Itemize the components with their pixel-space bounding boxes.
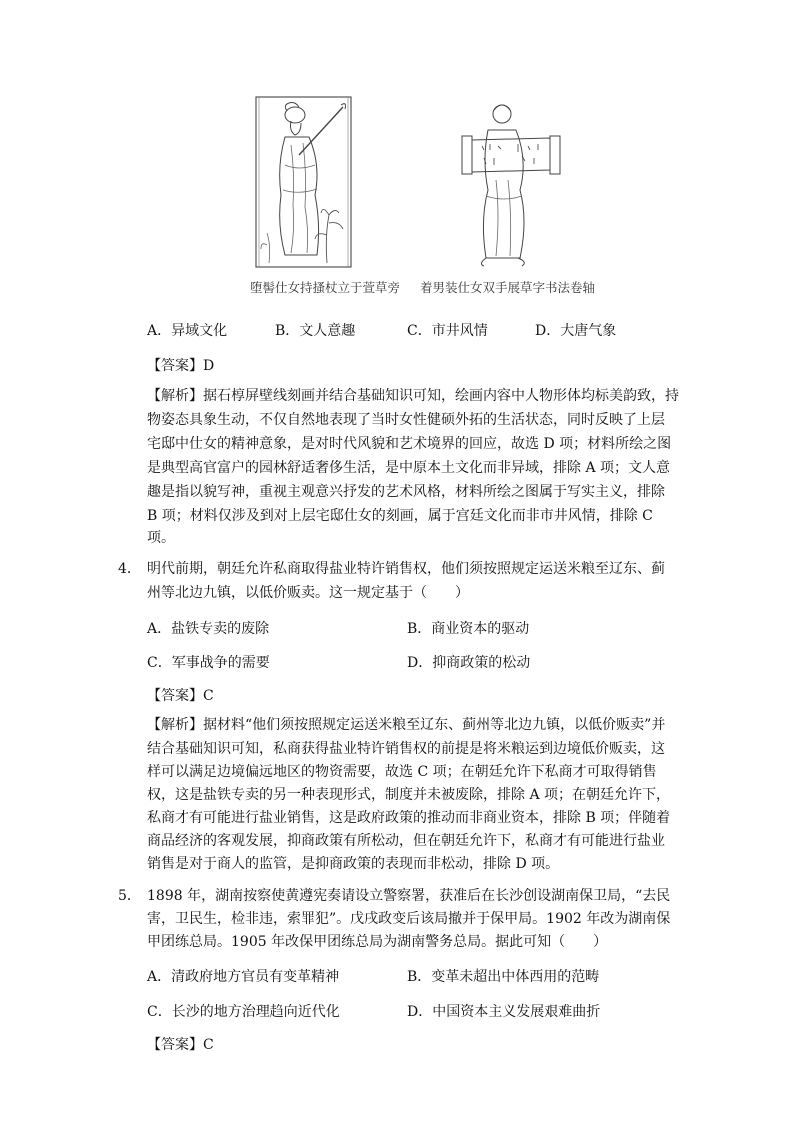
q3-analysis-line-3: 宅邸中仕女的精神意象，是对时代风貌和艺术境界的回应，故选 D 项；材料所绘之图: [147, 436, 672, 452]
q4-analysis-line-4: 权，这是盐铁专卖的另一种表现形式，制度并未被废除，排除 A 项；在朝廷允许下，: [147, 787, 671, 803]
answer-value: C: [203, 1037, 214, 1053]
answer-value: D: [203, 358, 215, 374]
q4-stem-line-1: [118, 557, 665, 581]
q5-option-c: C．长沙的地方治理趋向近代化: [147, 1004, 340, 1020]
q4-answer: [147, 685, 214, 705]
question-number: 4．: [118, 561, 141, 577]
q4-option-b: B．商业资本的驱动: [407, 621, 530, 637]
q3-analysis-line-1: [147, 384, 679, 408]
q4-analysis-line-7: 销售是对于商人的监管，是抑商政策的表现而非松动，排除 D 项。: [147, 856, 560, 872]
q3-answer: [147, 355, 214, 375]
analysis-label: 【解析】: [147, 388, 203, 404]
q4-analysis-line-3: 样可以满足边境偏远地区的物资需要，故选 C 项；在朝廷允许下私商才可取得销售: [147, 764, 657, 780]
q5-stem-line-1: [118, 884, 670, 908]
q5-option-b: B．变革未超出中体西用的范畴: [407, 969, 600, 985]
analysis-label: 【解析】: [147, 717, 203, 733]
analysis-text: 据石椁屏壁线刻画并结合基础知识可知，绘画内容中人物形体均标美韵致，持: [203, 388, 679, 404]
question-text: 1898 年，湖南按察使黄遵宪奏请设立警察署，获准后在长沙创设湖南保卫局，“去民: [147, 888, 671, 904]
q4-option-c: C．军事战争的需要: [147, 655, 270, 671]
question-number: 5．: [118, 888, 141, 904]
question-text: 明代前期，朝廷允许私商取得盐业特许销售权，他们须按照规定运送米粮至辽东、蓟: [147, 561, 665, 577]
q4-analysis-line-6: 商品经济的客观发展，抑商政策有所松动，但在朝廷允许下，私商才有可能进行盐业: [147, 833, 665, 849]
q4-analysis-line-2: 结合基础知识可知，私商获得盐业特许销售权的前提是将米粮运到边境低价贩卖，这: [147, 741, 665, 757]
q5-stem-line-3: 甲团练总局。1905 年改保甲团练总局为湖南警务总局。据此可知（ ）: [147, 934, 608, 950]
left-figure-caption: 堕髻仕女持搔杖立于萱草旁: [250, 280, 401, 295]
q3-option-b: B．文人意趣: [275, 323, 356, 339]
answer-label: 【答案】: [147, 688, 203, 704]
q4-analysis-line-5: 私商才有可能进行盐业销售，这是政府政策的推动而非商业资本，排除 B 项；伴随着: [147, 810, 671, 826]
q5-answer: [147, 1034, 214, 1054]
answer-label: 【答案】: [147, 1037, 203, 1053]
q5-stem-line-2: 害，卫民生，检非违，索罪犯”。戊戌政变后该局撤并于保甲局。1902 年改为湖南保: [147, 911, 671, 927]
left-figure-illustration: [255, 95, 355, 271]
answer-label: 【答案】: [147, 358, 203, 374]
q3-analysis-line-6: B 项；材料仅涉及到对上层宅邸仕女的刻画，属于宫廷文化而非市井风情，排除 C: [147, 508, 653, 524]
analysis-text: 据材料“他们须按照规定运送米粮至辽东、蓟州等北边九镇，以低价贩卖”并: [203, 717, 666, 733]
q4-stem-line-2: 州等北边九镇，以低价贩卖。这一规定基于（ ）: [147, 585, 469, 601]
q5-option-a: A．清政府地方官员有变革精神: [147, 969, 340, 985]
q3-analysis-line-4: 是典型高官富户的园林舒适奢侈生活，是中原本土文化而非异域，排除 A 项；文人意: [147, 460, 671, 476]
q4-option-d: D．抑商政策的松动: [407, 655, 531, 671]
right-figure-caption: 着男装仕女双手展草字书法卷轴: [420, 280, 596, 295]
q3-option-c: C．市井风情: [407, 323, 488, 339]
q4-analysis-line-1: [147, 713, 665, 737]
right-figure-illustration: [458, 100, 570, 270]
q3-analysis-line-5: 趣是指以貌写神，重视主观意兴抒发的艺术风格，材料所绘之图属于写实主义，排除: [147, 484, 665, 500]
q3-analysis-line-7: 项。: [147, 530, 175, 546]
q5-option-d: D．中国资本主义发展艰难曲折: [407, 1004, 601, 1020]
q3-analysis-line-2: 物姿态具象生动，不仅自然地表现了当时女性健硕外拓的生活状态，同时反映了上层: [147, 412, 665, 428]
q3-option-a: A．异域文化: [147, 323, 228, 339]
q4-option-a: A．盐铁专卖的废除: [147, 621, 270, 637]
answer-value: C: [203, 688, 214, 704]
q3-option-d: D．大唐气象: [535, 323, 617, 339]
